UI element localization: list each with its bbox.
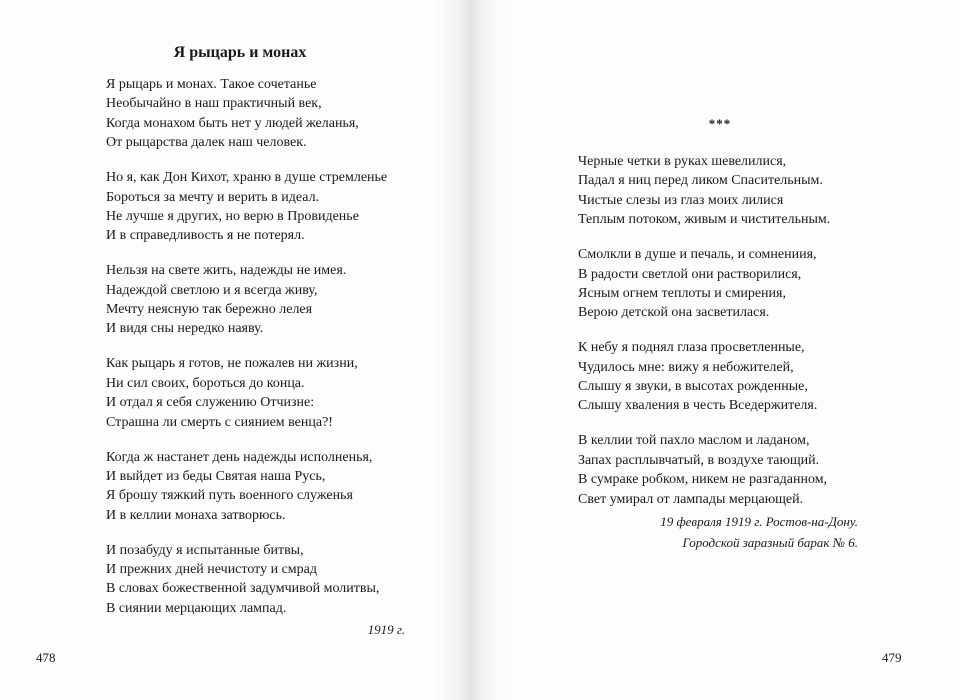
verse-line: Чистые слезы из глаз моих лилися <box>578 192 784 208</box>
verse-line: Необычайно в наш практичный век, <box>106 96 322 112</box>
verse-line: Но я, как Дон Кихот, храню в душе стремленье <box>106 170 388 186</box>
verse-line: Верою детской она засветилася. <box>578 305 770 321</box>
verse-line: И выйдет из беды Святая наша Русь, <box>106 468 326 484</box>
verse-line: Падал я ниц перед ликом Спасительным. <box>578 173 823 189</box>
verse-line: Ясным огнем теплоты и смирения, <box>578 285 786 301</box>
verse-line: И позабуду я испытанные битвы, <box>106 542 304 558</box>
verse-line: Смолкли в душе и печаль, и сомнениия, <box>578 247 817 263</box>
verse-line: Страшна ли смерть с сиянием венца?! <box>106 414 333 430</box>
verse-line: В келлии той пахло маслом и ладаном, <box>578 433 810 449</box>
right-page <box>480 0 960 700</box>
verse-line: Надеждой светлою и я всегда живу, <box>106 282 318 298</box>
verse-line: В радости светлой они растворилися, <box>578 266 802 282</box>
verse-line: В сумраке робком, никем не разгаданном, <box>578 472 828 488</box>
page-number: 478 <box>36 650 56 665</box>
poem-signature <box>540 511 858 553</box>
section-asterisks: *** <box>708 116 732 131</box>
verse-line: К небу я поднял глаза просветленные, <box>578 340 805 356</box>
verse-line: От рыцарства далек наш человек. <box>106 135 307 151</box>
stanza <box>578 245 938 323</box>
verse-line: Ни сил своих, бороться до конца. <box>106 375 305 391</box>
verse-line: В сиянии мерцающих лампад. <box>106 600 287 616</box>
verse-line: Когда монахом быть нет у людей желанья, <box>106 115 359 131</box>
verse-line: Я брошу тяжкий путь военного служенья <box>106 488 353 504</box>
stanza <box>578 431 938 509</box>
signature-line: 19 февраля 1919 г. Ростов-на-Дону. <box>660 514 858 529</box>
stanza <box>106 75 446 153</box>
stanza <box>106 261 446 339</box>
verse-line: Бороться за мечту и верить в идеал. <box>106 189 320 205</box>
verse-line: И отдал я себя служению Отчизне: <box>106 395 315 411</box>
stanza <box>578 152 938 230</box>
stanza <box>106 541 446 619</box>
stanza <box>106 448 446 526</box>
verse-line: Нельзя на свете жить, надежды не имея. <box>106 263 347 279</box>
verse-line: И прежних дней нечистоту и смрад <box>106 562 317 578</box>
verse-line: Свет умирал от лампады мерцающей. <box>578 491 804 507</box>
verse-line: Теплым потоком, живым и чистительным. <box>578 212 831 228</box>
stanza <box>106 354 446 432</box>
verse-line: И в справедливость я не потерял. <box>106 228 305 244</box>
stanza <box>106 168 446 246</box>
verse-line: И в келлии монаха затворюсь. <box>106 507 286 523</box>
right-poem-body <box>578 152 938 525</box>
verse-line: В словах божественной задумчивой молитвы, <box>106 581 380 597</box>
stanza <box>578 338 938 416</box>
verse-line: Не лучше я других, но верю в Провиденье <box>106 208 359 224</box>
page-number: 479 <box>882 650 902 665</box>
verse-line: И видя сны нередко наяву. <box>106 321 264 337</box>
verse-line: Как рыцарь я готов, не пожалев ни жизни, <box>106 356 358 372</box>
poem-title: Я рыцарь и монах <box>173 44 307 61</box>
verse-line: Слышу хваления в честь Вседержителя. <box>578 398 818 414</box>
verse-line: Чудилось мне: вижу я небожителей, <box>578 359 794 375</box>
signature-line: Городской заразный барак № 6. <box>682 535 858 550</box>
verse-line: Когда ж настанет день надежды исполненья, <box>106 449 373 465</box>
verse-line: Запах расплывчатый, в воздухе тающий. <box>578 452 820 468</box>
left-poem-body <box>106 75 446 634</box>
verse-line: Мечту неясную так бережно лелея <box>106 302 313 318</box>
verse-line: Я рыцарь и монах. Такое сочетанье <box>106 77 317 92</box>
verse-line: Черные четки в руках шевелилися, <box>578 154 787 169</box>
verse-line: Слышу я звуки, в высотах рожденные, <box>578 379 808 395</box>
poem-date: 1919 г. <box>367 622 405 637</box>
